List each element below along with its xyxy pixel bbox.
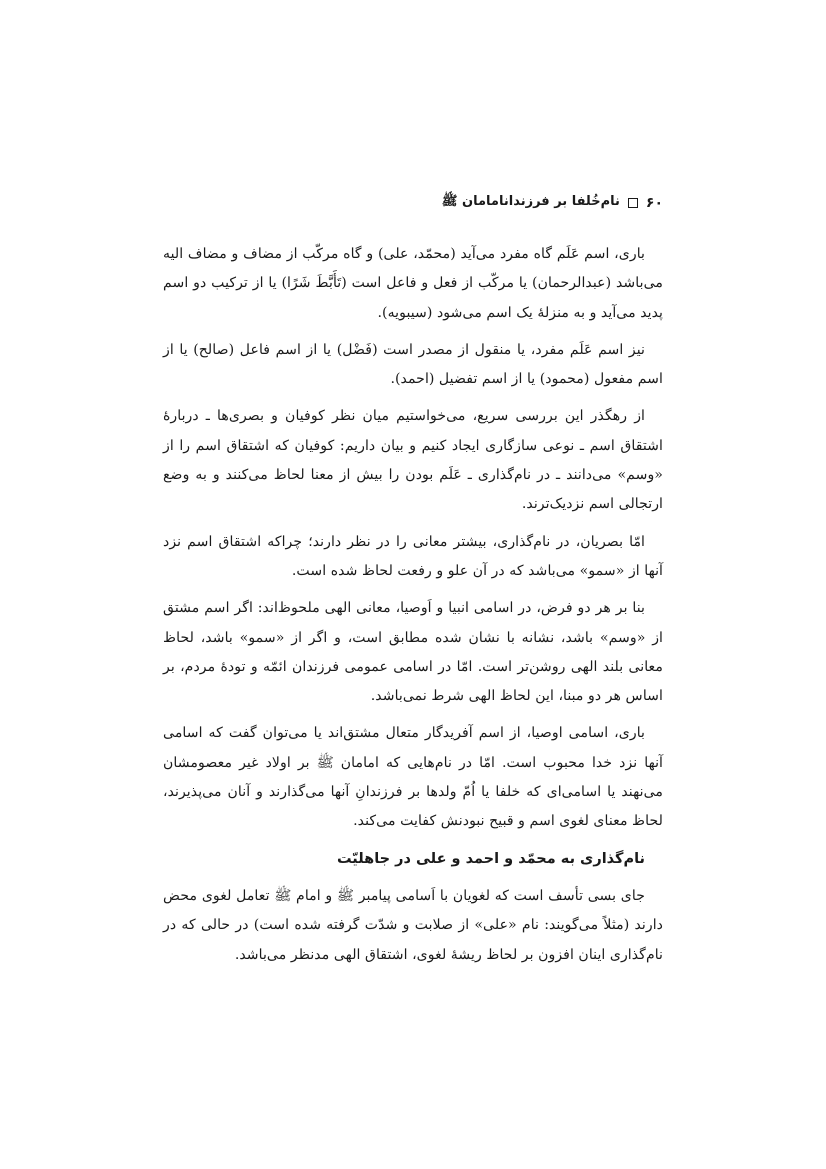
page-number: ۶۰ <box>645 194 663 211</box>
section-heading: نام‌گذاری به محمّد و احمد و علی در جاهلیّت <box>336 850 645 867</box>
book-title: نام‌خُلفا بر فرزندانامامان ﷺ <box>441 194 620 209</box>
running-header <box>442 193 663 212</box>
paragraph: امّا بصریان، در نام‌گذاری، بیشتر معانی را در نظر دارند؛ چراکه اشتقاق اسم نزد آنها از «سمو» می‌باشد که در آن علو و رفعت لحاظ شده است. <box>163 533 663 579</box>
paragraph: نیز اسم عَلَم مفرد، یا منقول از مصدر است (فَضْل) یا از اسم فاعل (صالح) یا از اسم مفعول (محمود) یا از اسم تفضیل (احمد). <box>163 341 663 388</box>
paragraph: باری، اسم عَلَم گاه مفرد می‌آید (محمّد، علی) و گاه مرکّب از مضاف و مضاف الیه می‌باشد (عبدالرحمان) یا مرکّب از فعل و فاعل است (تَأَبَّطَ شَرًا) یا از ترکیب دو اسم پدید می‌آید و به منزلهٔ یک اسم می‌شود (سیبویه). <box>163 246 663 321</box>
paragraph: باری، اسامی اوصیا، از اسم آفریدگار متعال مشتق‌اند یا می‌توان گفت که اسامی آنها نزد خدا محبوب است. امّا در نام‌هایی که امامان ﷺ بر اولاد غیر معصومشان می‌نهند یا اسامی‌ای که خلفا یا اُمّ ولدها بر فرزندانِ آنها می‌گذارند و آنان می‌پذیرند، لحاظ معنای لغوی اسم و قبیح نبودنش کفایت می‌کند. <box>163 725 663 830</box>
body-text <box>163 240 663 978</box>
paragraph: جای بسی تأسف است که لغویان با اَسامی پیامبر ﷺ و امام ﷺ تعامل لغوی محض دارند (مثلاً می‌گویند: نام «علی» از صلابت و شدّت گرفته شده است) در حالی که در نام‌گذاری اینان افزون بر لحاظ ریشهٔ لغوی، اشتقاق الهی مدنظر می‌باشد. <box>163 887 663 963</box>
square-ornament-icon <box>628 198 638 208</box>
paragraph: از رهگذر این بررسی سریع، می‌خواستیم میان نظر کوفیان و بصری‌ها ـ دربارهٔ اشتقاق اسم ـ نوعی سازگاری ایجاد کنیم و بیان داریم: کوفیان که اشتقاق اسم را از «وسم» می‌دانند ـ در نام‌گذاری ـ عَلَم بودن را بیش از معنا لحاظ می‌کنند و به وضع ارتجالی اسم نزدیک‌ترند. <box>163 408 663 513</box>
paragraph: بنا بر هر دو فرض، در اسامی انبیا و اَوصیا، معانی الهی ملحوظ‌اند: اگر اسم مشتق از «وسم» باشد، نشانه با نشان شده مطابق است، و اگر از «سمو» باشد، لحاظ معانی بلند الهی روشن‌تر است. امّا در اسامی عمومی فرزندان ائمّه و تودهٔ مردم، بر اساس هر دو مبنا، این لحاظ الهی شرط نمی‌باشد. <box>163 600 663 705</box>
